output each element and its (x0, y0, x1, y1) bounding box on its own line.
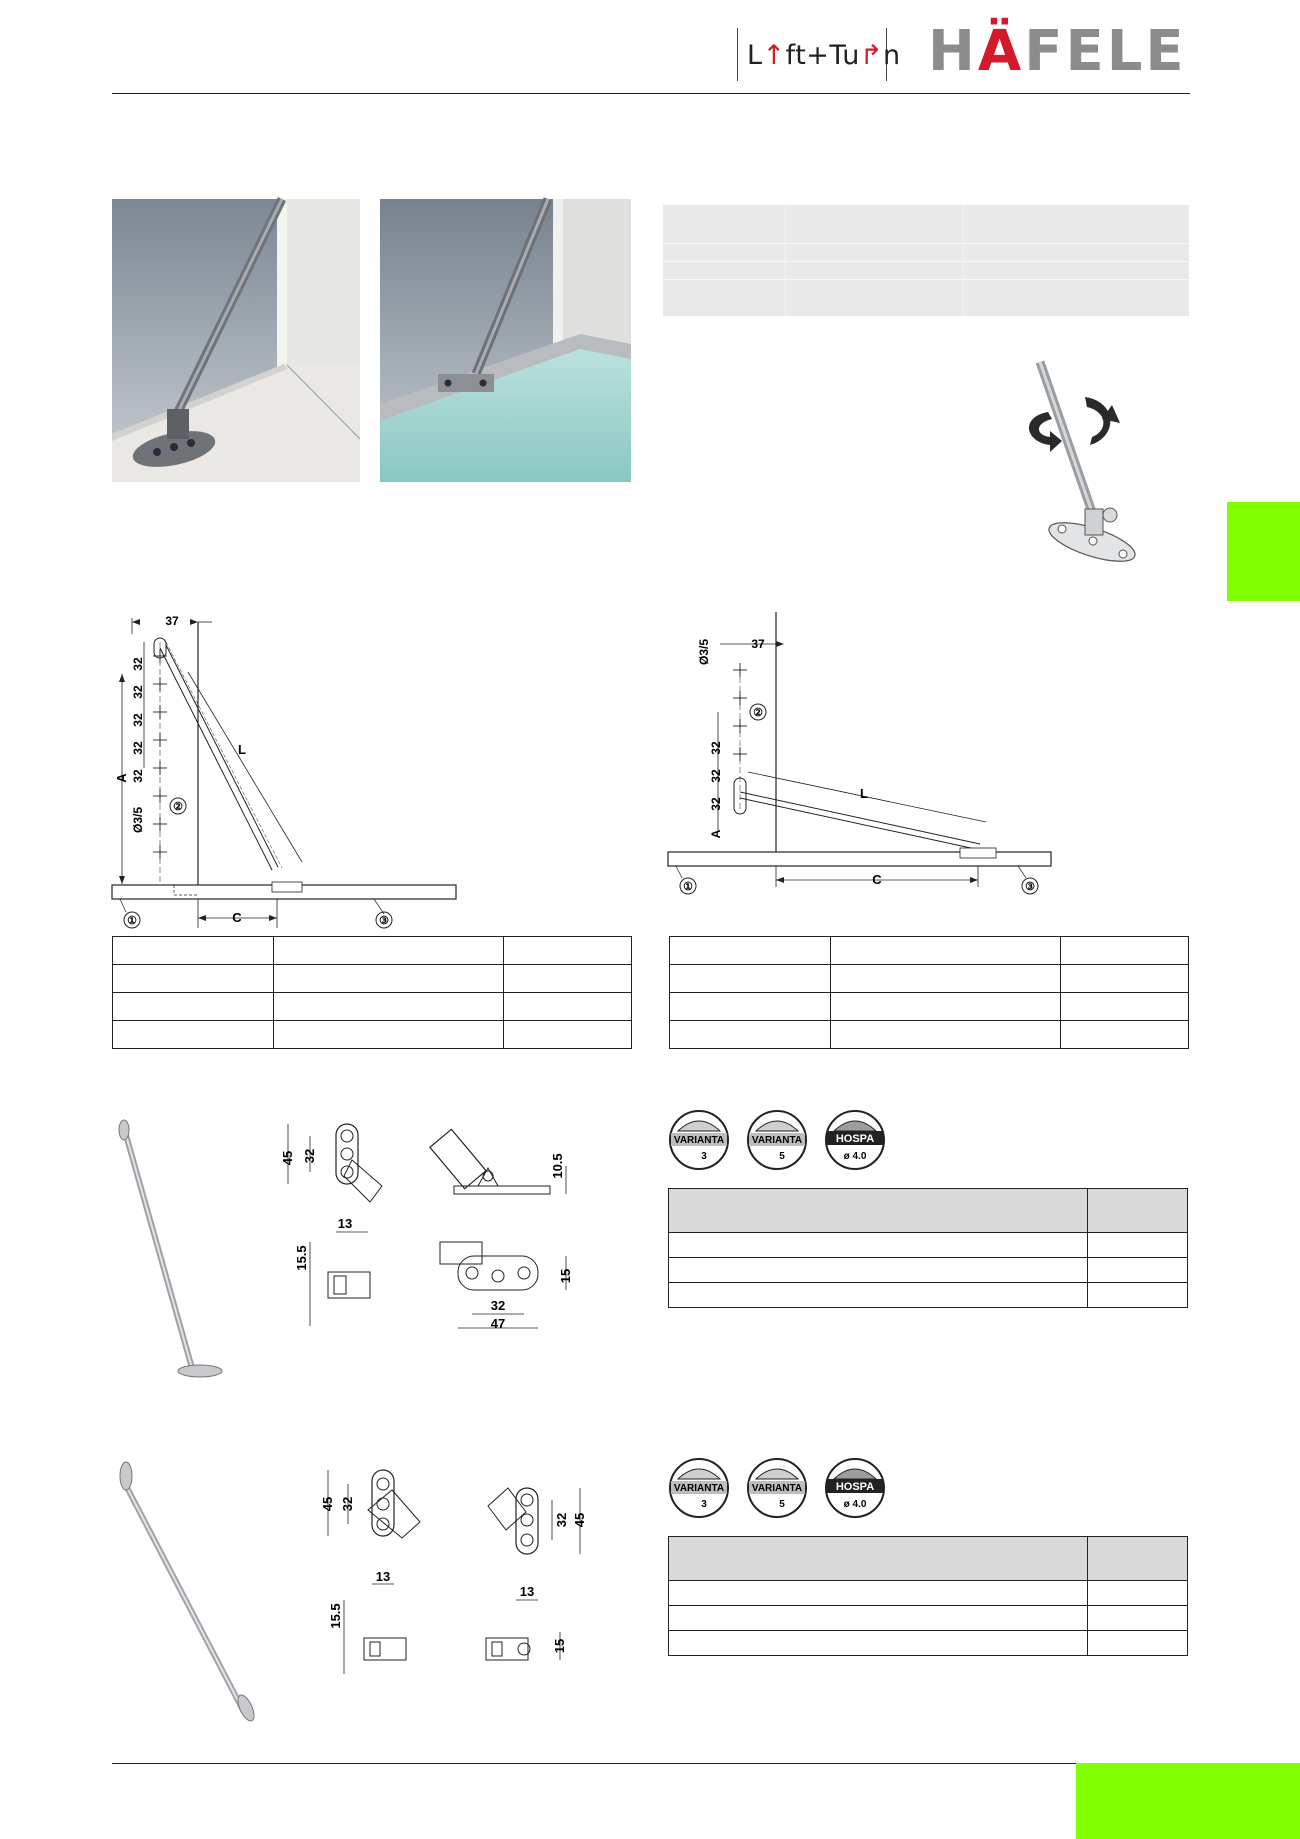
callout-1: ① (127, 915, 137, 927)
p1-dim-15-5: 15.5 (294, 1245, 309, 1271)
product2-drawing-front (322, 1460, 432, 1680)
product2-drawing-side (480, 1460, 590, 1680)
ordering-table-2 (668, 1536, 1188, 1656)
p2-dim-13: 13 (375, 1569, 391, 1584)
p1-dim-32: 32 (302, 1148, 317, 1164)
hole-diameter-right: Ø3/5 (697, 638, 711, 666)
product1-drawing-front (282, 1116, 392, 1336)
dimension-table-left (112, 936, 632, 1049)
dim-32-d: 32 (131, 741, 145, 755)
p2-dim-13-r: 13 (519, 1584, 535, 1599)
p2-dim-32: 32 (340, 1496, 355, 1512)
dim-C-right: C (872, 872, 882, 887)
product1-drawing-side (436, 1116, 586, 1336)
dim-32-b: 32 (131, 685, 145, 699)
dim-32-right-a: 32 (709, 741, 723, 755)
callout-3-right: ③ (1025, 881, 1035, 893)
hospa-badge (826, 1111, 884, 1169)
svg-text:HOSPA: HOSPA (835, 1133, 875, 1145)
installation-diagram-vertical (112, 612, 462, 932)
svg-text:5: 5 (779, 1151, 785, 1162)
svg-text:3: 3 (701, 1499, 707, 1510)
dim-37-right: 37 (751, 637, 765, 651)
dim-32-c: 32 (131, 713, 145, 727)
p1-dim-32-w: 32 (490, 1298, 506, 1313)
callout-1-right: ① (683, 881, 693, 893)
dim-32-e: 32 (131, 769, 145, 783)
svg-text:3: 3 (701, 1151, 707, 1162)
product-photo-installed-wood (112, 199, 360, 482)
p1-dim-47: 47 (490, 1316, 506, 1331)
p2-dim-45: 45 (320, 1496, 335, 1512)
dim-A-right: A (709, 829, 723, 839)
chapter-tab (1227, 502, 1300, 601)
svg-text:ø 4.0: ø 4.0 (843, 1151, 867, 1162)
lift-turn-logo: L↑ft+Tu↱n (747, 40, 901, 71)
dim-32-a: 32 (131, 657, 145, 671)
header-rule (112, 93, 1190, 94)
product-stay-photo-1 (112, 1118, 237, 1380)
dim-L: L (238, 742, 246, 757)
hole-diameter: Ø3/5 (131, 806, 145, 834)
rotation-adjustment-illustration (1030, 357, 1145, 567)
dimension-table-right (669, 936, 1189, 1049)
callout-2: ② (173, 801, 183, 813)
product-stay-photo-2 (112, 1462, 262, 1724)
dim-L-right: L (860, 786, 868, 801)
fixing-badges-2 (668, 1457, 888, 1519)
dim-32-right-c: 32 (709, 797, 723, 811)
ordering-table-1 (668, 1188, 1188, 1308)
dim-32-right-b: 32 (709, 769, 723, 783)
dim-C: C (232, 910, 242, 925)
svg-text:5: 5 (779, 1499, 785, 1510)
p1-dim-10-5: 10.5 (550, 1153, 565, 1179)
callout-3: ③ (379, 915, 389, 927)
svg-text:VARIANTA: VARIANTA (751, 1483, 803, 1494)
varianta-3-badge-2 (670, 1459, 728, 1517)
footer-rule (112, 1763, 1076, 1764)
p1-dim-15: 15 (558, 1268, 573, 1284)
callout-2-right: ② (753, 707, 763, 719)
p1-dim-45: 45 (280, 1150, 295, 1166)
varianta-3-badge (670, 1111, 728, 1169)
logo-divider-left (737, 28, 738, 81)
p1-dim-13: 13 (337, 1216, 353, 1231)
installation-diagram-horizontal (668, 612, 1056, 902)
dim-37: 37 (165, 614, 179, 628)
page-footer-tab (1076, 1763, 1300, 1839)
varianta-5-badge (748, 1111, 806, 1169)
svg-text:VARIANTA: VARIANTA (673, 1135, 725, 1146)
hafele-brand-logo: HÄFELE (928, 19, 1187, 84)
dim-A: A (114, 773, 129, 783)
p2-dim-32-r: 32 (554, 1512, 569, 1528)
svg-text:ø 4.0: ø 4.0 (843, 1499, 867, 1510)
svg-text:HOSPA: HOSPA (835, 1481, 875, 1493)
svg-text:VARIANTA: VARIANTA (751, 1135, 803, 1146)
varianta-5-badge-2 (748, 1459, 806, 1517)
specification-panel (663, 205, 1189, 316)
p2-dim-45-r: 45 (572, 1512, 587, 1528)
hospa-badge-2 (826, 1459, 884, 1517)
product-photo-installed-glass (380, 199, 631, 482)
p2-dim-15-5: 15.5 (328, 1603, 343, 1629)
p2-dim-15-r: 15 (552, 1638, 567, 1654)
svg-text:VARIANTA: VARIANTA (673, 1483, 725, 1494)
fixing-badges-1 (668, 1109, 888, 1171)
